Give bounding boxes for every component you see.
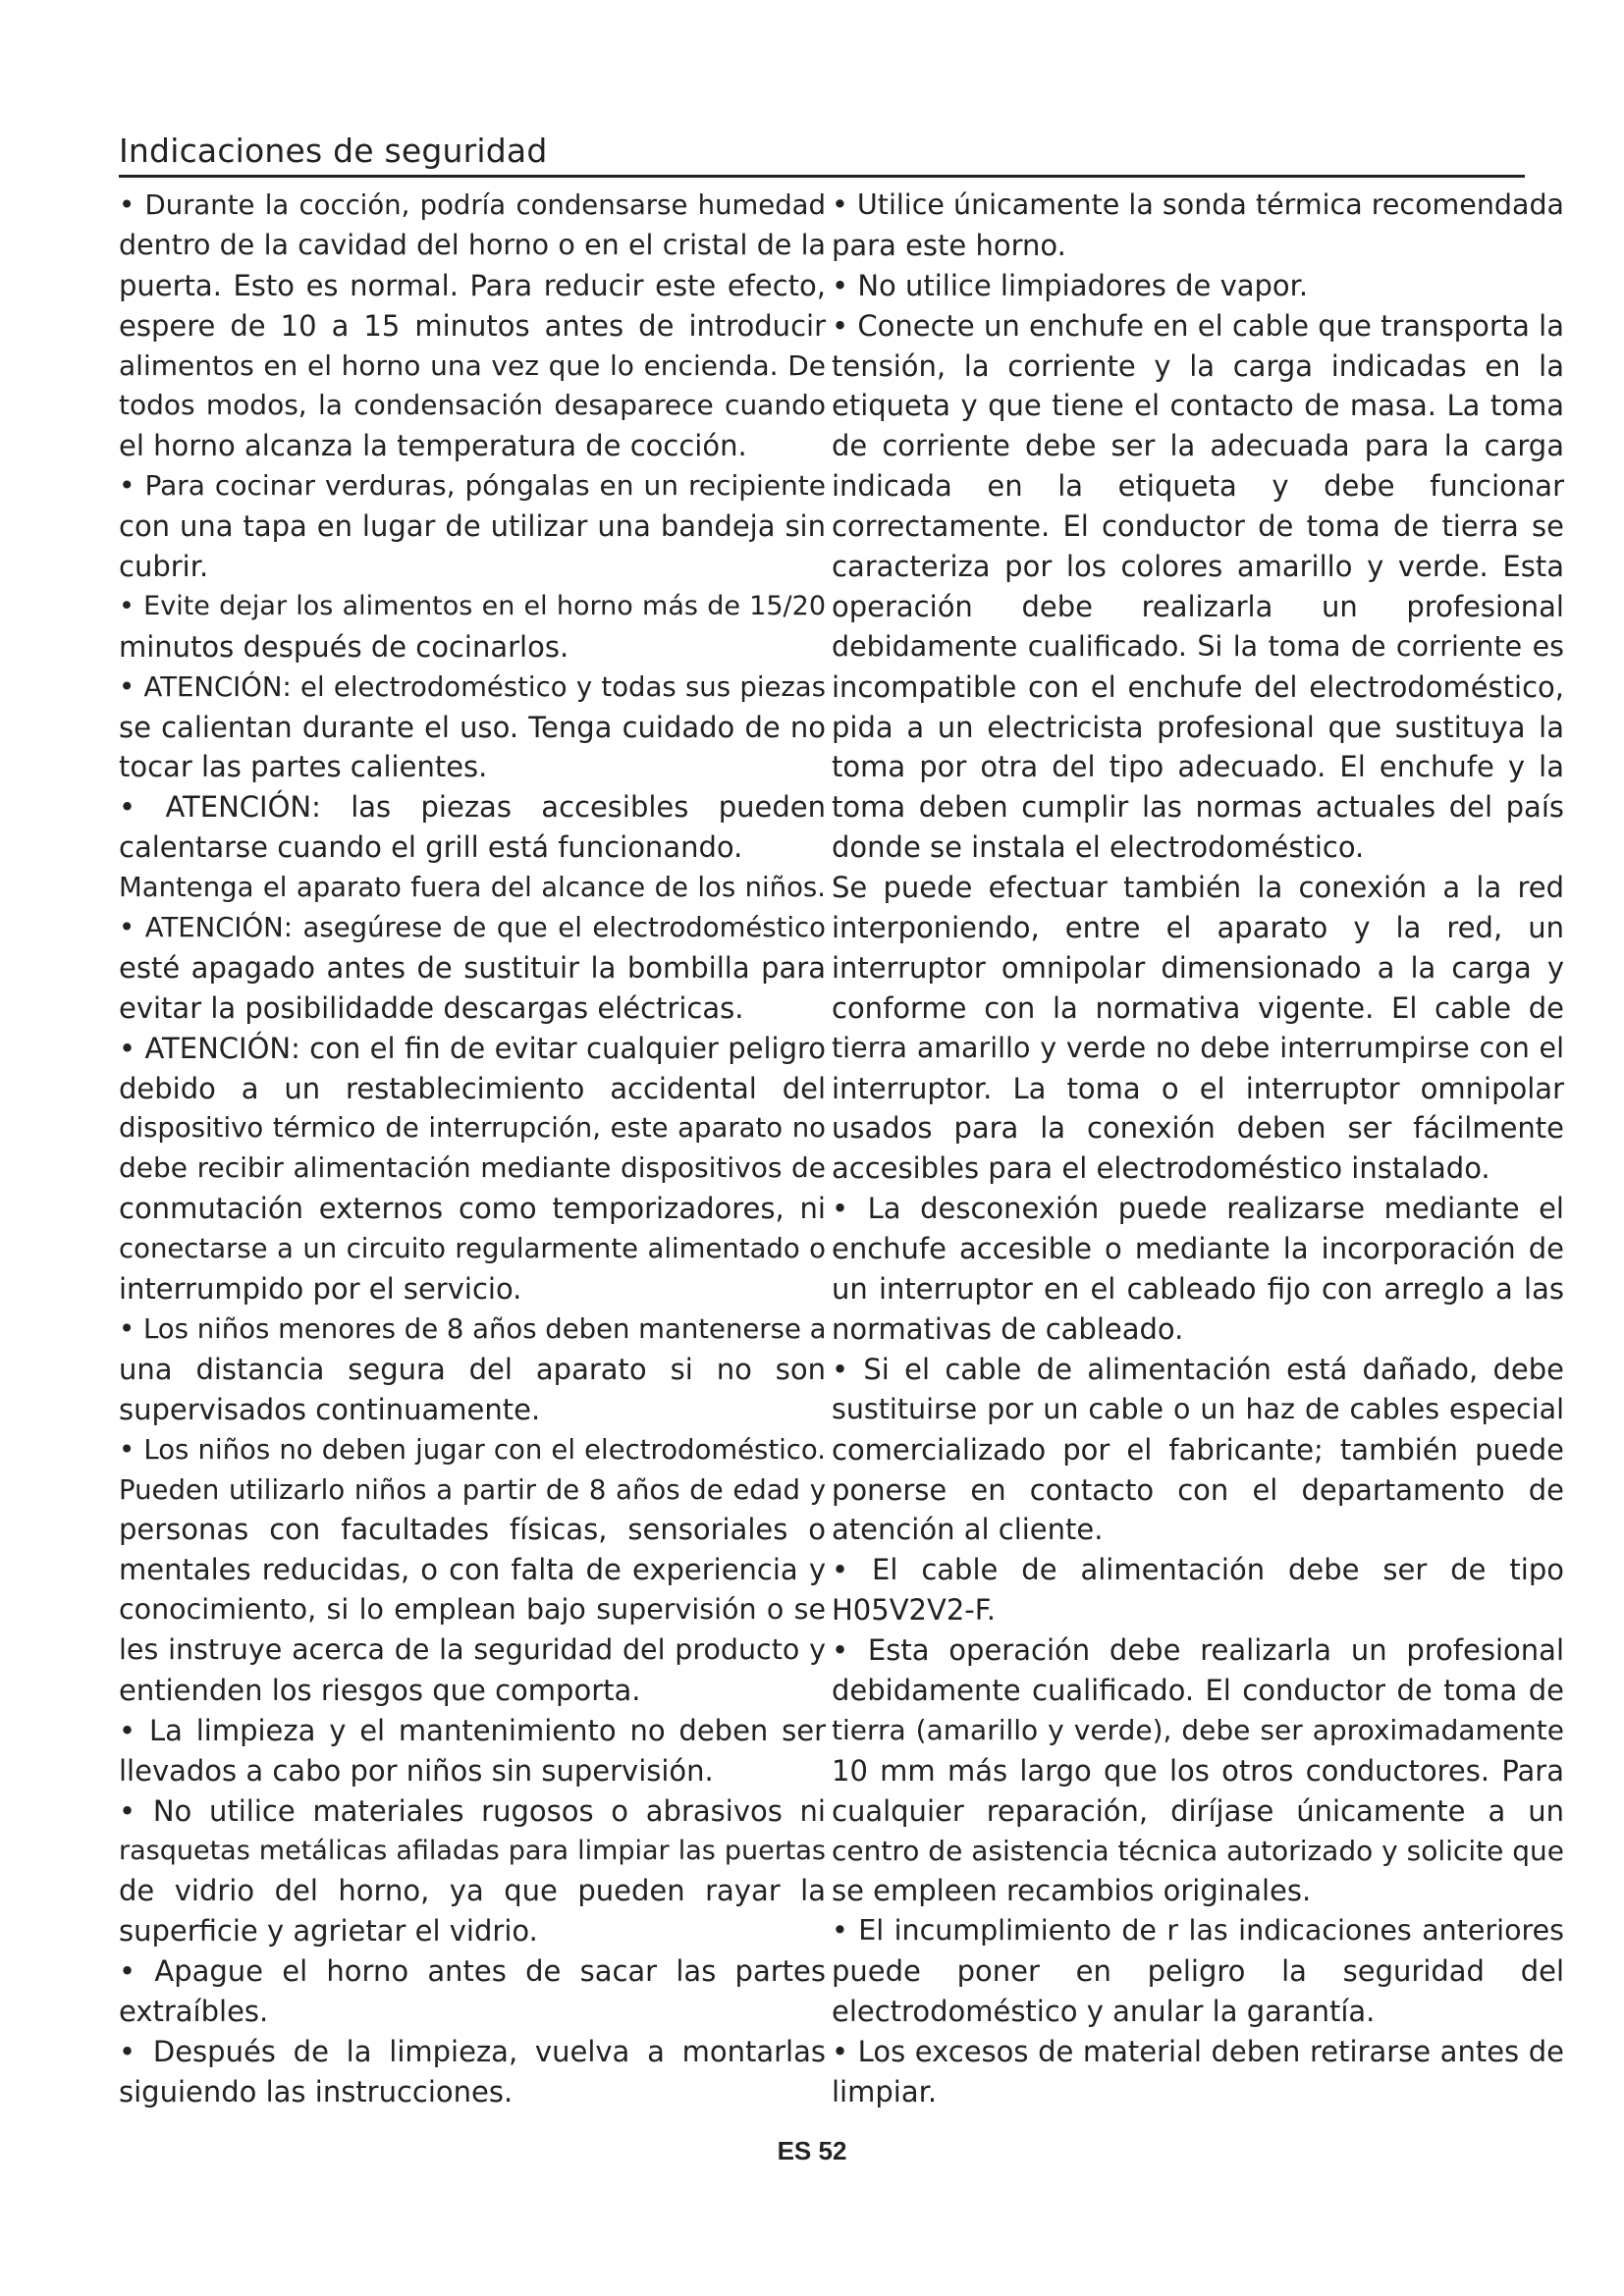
text-line: comercializado por el fabricante; también puede <box>832 1432 1564 1467</box>
text-line: les instruye acerca de la seguridad del producto y <box>119 1633 826 1667</box>
text-line: • Durante la cocción, podría condensarse humedad <box>119 189 826 221</box>
text-line: Mantenga el aparato fuera del alcance de los niños. <box>119 872 826 904</box>
text-line: debe recibir alimentación mediante dispositivos de <box>119 1151 826 1185</box>
text-line: alimentos en el horno una vez que lo encienda. De <box>119 348 826 382</box>
text-line: se calientan durante el uso. Tenga cuidado de no <box>119 710 826 744</box>
text-line: dentro de la cavidad del horno o en el cristal de la <box>119 228 826 261</box>
text-line: se empleen recambios originales. <box>832 1874 1312 1908</box>
text-line: supervisados continuamente. <box>119 1392 541 1426</box>
text-line: tensión, la corriente y la carga indicadas en la <box>832 348 1564 383</box>
text-line: personas con facultades físicas, sensoriales o <box>119 1513 826 1547</box>
section-title: Indicaciones de seguridad <box>119 132 548 170</box>
text-line: normativas de cableado. <box>832 1311 1184 1346</box>
text-line: • Los excesos de material deben retirarse antes de <box>832 2034 1564 2068</box>
section-header <box>119 130 1525 178</box>
text-line: con una tapa en lugar de utilizar una bandeja sin <box>119 509 826 544</box>
text-line: • ATENCIÓN: las piezas accesibles pueden <box>119 790 826 825</box>
text-line: mentales reducidas, o con falta de experiencia y <box>119 1553 826 1587</box>
text-line: cubrir. <box>119 550 209 584</box>
text-line: siguiendo las instrucciones. <box>119 2074 514 2109</box>
text-line: debido a un restablecimiento accidental del <box>119 1071 826 1105</box>
text-line: 10 mm más largo que los otros conductores. Para <box>832 1753 1564 1788</box>
text-line: conocimiento, si lo emplean bajo supervisión o se <box>119 1593 826 1627</box>
right-column <box>832 186 1564 2112</box>
text-line: de vidrio del horno, ya que pueden rayar la <box>119 1874 826 1908</box>
text-line: un interruptor en el cableado fijo con arreglo a las <box>832 1272 1564 1307</box>
left-column <box>119 186 826 2112</box>
text-line: espere de 10 a 15 minutos antes de introducir <box>119 308 826 343</box>
text-line: extraíbles. <box>119 1995 269 2029</box>
text-line: Pueden utilizarlo niños a partir de 8 años de edad y <box>119 1473 826 1506</box>
text-line: ponerse en contacto con el departamento de <box>832 1472 1564 1507</box>
text-line: • La desconexión puede realizarse mediante el <box>832 1192 1564 1226</box>
text-line: • Si el cable de alimentación está dañado, debe <box>832 1352 1564 1386</box>
text-line: incompatible con el enchufe del electrodoméstico, <box>832 669 1564 704</box>
text-line: • ATENCIÓN: el electrodoméstico y todas sus piezas <box>119 670 826 703</box>
text-line: interruptor. La toma o el interruptor omnipolar <box>832 1071 1564 1105</box>
text-line: toma deben cumplir las normas actuales del país <box>832 790 1564 825</box>
text-line: esté apagado antes de sustituir la bombilla para <box>119 950 826 985</box>
text-line: conectarse a un circuito regularmente alimentado o <box>119 1233 826 1265</box>
text-line: interrumpido por el servicio. <box>119 1272 522 1307</box>
text-line: • La limpieza y el mantenimiento no deben ser <box>119 1713 826 1747</box>
text-line: • Después de la limpieza, vuelva a montarlas <box>119 2034 826 2068</box>
text-line: puerta. Esto es normal. Para reducir este efecto, <box>119 268 826 302</box>
text-line: interruptor omnipolar dimensionado a la carga y <box>832 950 1564 985</box>
text-line: • Evite dejar los alimentos en el horno más de 15/20 <box>119 590 826 621</box>
text-line: • Los niños no deben jugar con el electrodoméstico. <box>119 1433 826 1466</box>
text-line: • Apague el horno antes de sacar las partes <box>119 1954 826 1989</box>
text-line: caracteriza por los colores amarillo y verde. Esta <box>832 550 1564 584</box>
text-line: electrodoméstico y anular la garantía. <box>832 1995 1376 2029</box>
text-line: para este horno. <box>832 228 1066 262</box>
text-line: debidamente cualificado. Si la toma de corriente es <box>832 629 1564 663</box>
text-line: pida a un electricista profesional que sustituya la <box>832 710 1564 744</box>
text-line: tierra (amarillo y verde), debe ser aproximadamente <box>832 1713 1564 1746</box>
text-line: superficie y agrietar el vidrio. <box>119 1914 538 1949</box>
text-line: calentarse cuando el grill está funcionando. <box>119 830 743 865</box>
text-line: dispositivo térmico de interrupción, este aparato no <box>119 1112 826 1145</box>
text-line: puede poner en peligro la seguridad del <box>832 1954 1564 1989</box>
text-line: entienden los riesgos que comporta. <box>119 1673 641 1707</box>
text-line: etiqueta y que tiene el contacto de masa. La toma <box>832 389 1564 423</box>
text-line: • Los niños menores de 8 años deben mantenerse a <box>119 1312 827 1345</box>
text-line: debidamente cualificado. El conductor de toma de <box>832 1673 1564 1707</box>
text-line: limpiar. <box>832 2074 938 2109</box>
text-line: operación debe realizarla un profesional <box>832 589 1564 623</box>
text-line: enchufe accesible o mediante la incorporación de <box>832 1232 1564 1266</box>
text-line: • ATENCIÓN: asegúrese de que el electrodoméstico <box>119 912 826 944</box>
text-line: • El cable de alimentación debe ser de tipo <box>832 1553 1564 1587</box>
text-line: usados para la conexión deben ser fácilmente <box>832 1111 1564 1146</box>
text-line: sustituirse por un cable o un haz de cables especial <box>832 1392 1564 1425</box>
text-line: una distancia segura del aparato si no son <box>119 1352 826 1386</box>
text-line: tocar las partes calientes. <box>119 750 488 784</box>
text-line: minutos después de cocinarlos. <box>119 629 569 664</box>
text-line: interponiendo, entre el aparato y la red, un <box>832 911 1564 945</box>
text-line: correctamente. El conductor de toma de tierra se <box>832 509 1564 544</box>
text-line: todos modos, la condensación desaparece cuando <box>119 389 826 422</box>
text-line: toma por otra del tipo adecuado. El enchufe y la <box>832 750 1564 784</box>
text-line: • Conecte un enchufe en el cable que transporta la <box>832 308 1564 343</box>
text-line: atención al cliente. <box>832 1513 1104 1547</box>
page-number: ES 52 <box>777 2136 847 2165</box>
text-line: rasquetas metálicas afiladas para limpiar las puertas <box>119 1835 826 1866</box>
text-line: Se puede efectuar también la conexión a la red <box>832 871 1564 905</box>
text-line: de corriente debe ser la adecuada para la carga <box>832 429 1564 463</box>
text-line: el horno alcanza la temperatura de cocción. <box>119 429 747 463</box>
text-line: cualquier reparación, diríjase únicamente a un <box>832 1793 1564 1828</box>
text-line: accesibles para el electrodoméstico instalado. <box>832 1151 1490 1186</box>
text-line: • Para cocinar verduras, póngalas en un recipiente <box>119 469 826 503</box>
text-line: conmutación externos como temporizadores, ni <box>119 1192 826 1226</box>
text-line: llevados a cabo por niños sin supervisión. <box>119 1753 714 1788</box>
text-line: • No utilice materiales rugosos o abrasivos ni <box>119 1793 826 1828</box>
text-line: • Utilice únicamente la sonda térmica recomendada <box>832 188 1564 221</box>
text-line: • No utilice limpiadores de vapor. <box>832 268 1309 302</box>
text-line: • El incumplimiento de r las indicaciones anteriores <box>832 1914 1564 1948</box>
text-line: donde se instala el electrodoméstico. <box>832 830 1365 865</box>
text-line: H05V2V2-F. <box>832 1593 996 1628</box>
text-line: tierra amarillo y verde no debe interrumpirse con el <box>832 1031 1564 1064</box>
text-line: evitar la posibilidadde descargas eléctricas. <box>119 990 744 1025</box>
text-line: indicada en la etiqueta y debe funcionar <box>832 469 1564 504</box>
text-line: • Esta operación debe realizarla un profesional <box>832 1633 1564 1668</box>
text-line: • ATENCIÓN: con el fin de evitar cualquier peligro <box>119 1031 826 1065</box>
text-line: conforme con la normativa vigente. El cable de <box>832 990 1564 1025</box>
text-line: centro de asistencia técnica autorizado y solicite que <box>832 1834 1564 1867</box>
